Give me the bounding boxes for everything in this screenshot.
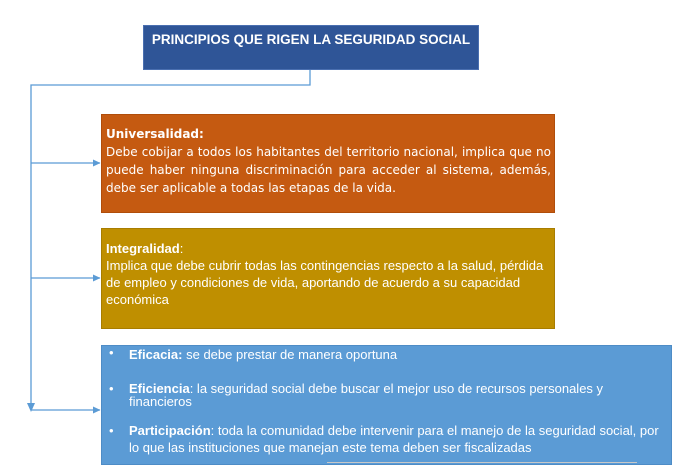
list-item-participacion: [129, 422, 663, 456]
title-text: PRINCIPIOS QUE RIGEN LA SEGURIDAD SOCIAL: [151, 32, 471, 47]
eficiencia-term: Eficiencia: [129, 381, 190, 396]
integralidad-box: [101, 228, 555, 329]
participacion-text: : toda la comunidad debe intervenir para el manejo de la seguridad social, por lo que las instituciones que manejan este tema deben ser fiscalizadas: [129, 423, 659, 455]
list-item-eficiencia: [129, 382, 663, 408]
list-item-eficacia: [129, 346, 663, 361]
universalidad-text: Debe cobijar a todos los habitantes del territorio nacional, implica que no puede haber ninguna discriminación para acceder al sistema, además, debe ser aplicable a todas las etapas de la vida.: [106, 145, 551, 195]
eficacia-text: se debe prestar de manera oportuna: [182, 347, 398, 362]
connector-arrow-down: [27, 403, 35, 412]
title-box: [143, 25, 479, 70]
principles-list: [129, 346, 663, 456]
bottom-divider: [327, 462, 637, 463]
integralidad-colon: :: [179, 241, 184, 256]
integralidad-heading: Integralidad: [106, 241, 180, 256]
universalidad-box: [101, 114, 555, 213]
eficacia-term: Eficacia:: [129, 347, 183, 362]
integralidad-text: Implica que debe cubrir todas las contingencias respecto a la salud, pérdida de empleo y condiciones de vida, aportando de acuerdo a su capacidad económica: [106, 258, 544, 307]
universalidad-heading: Universalidad:: [106, 127, 204, 141]
participacion-term: Participación: [129, 423, 211, 438]
principles-bullet-box: [101, 345, 672, 465]
eficiencia-text: : la seguridad social debe buscar el mejor uso de recursos personales y financieros: [129, 381, 604, 409]
